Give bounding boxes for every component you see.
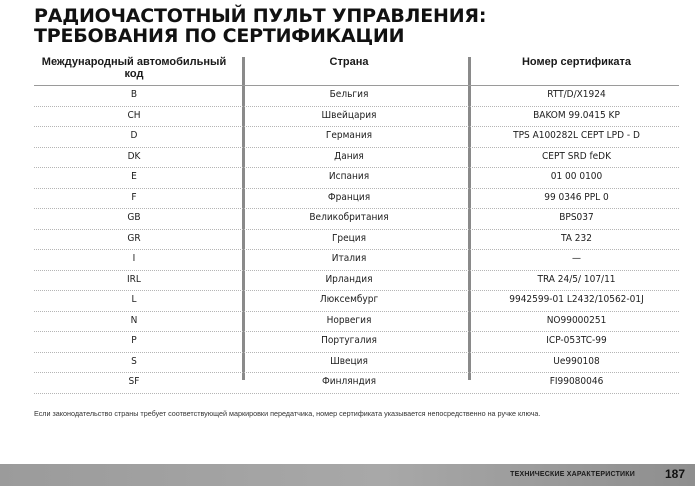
cell-certificate: FI99080046: [549, 376, 604, 387]
column-header-country: Страна: [329, 56, 369, 68]
table-row: [34, 107, 679, 128]
table-row: [34, 86, 679, 107]
page-number: 187: [664, 467, 685, 481]
cell-country: Франция: [327, 191, 371, 203]
cell-certificate: —: [572, 253, 581, 264]
cell-country: Германия: [325, 130, 373, 141]
table-row: [34, 373, 679, 394]
table-row: [34, 250, 679, 271]
table-header: [34, 55, 679, 85]
cell-country: Италия: [331, 253, 367, 264]
cell-country: Люксембург: [319, 294, 379, 305]
cell-country: Норвегия: [326, 314, 372, 326]
cell-country: Финляндия: [322, 376, 376, 387]
column-header-certificate: Номер сертификата: [521, 56, 632, 68]
cell-code: N: [130, 314, 138, 326]
table-row: [34, 230, 679, 251]
page-footer: [0, 464, 695, 486]
cell-country: Швеция: [330, 355, 368, 367]
cell-certificate: 9942599-01 L2432/10562-01J: [509, 294, 644, 305]
cell-code: SF: [128, 376, 140, 387]
cell-certificate: ICP-053TC-99: [546, 335, 607, 346]
cell-certificate: NO99000251: [546, 314, 607, 326]
cell-country: Греция: [331, 232, 367, 244]
cell-country: Великобритания: [309, 212, 389, 223]
cell-code: B: [130, 89, 138, 100]
cell-certificate: TRA 24/5/ 107/11: [537, 273, 616, 285]
table-row: [34, 332, 679, 353]
cell-code: P: [131, 335, 137, 346]
cell-country: Испания: [328, 171, 370, 182]
cell-certificate: 99 0346 PPL 0: [544, 191, 609, 203]
cell-code: GR: [127, 232, 141, 244]
page-title: [34, 6, 486, 46]
cell-code: L: [131, 294, 137, 305]
cell-country: Ирландия: [325, 273, 373, 285]
cell-certificate: TPS A100282L CEPT LPD - D: [513, 130, 640, 141]
table-row: [34, 127, 679, 148]
certification-table-body: [34, 86, 679, 394]
cell-code: I: [132, 253, 136, 264]
table-row: [34, 189, 679, 210]
cell-code: D: [130, 130, 138, 141]
cell-code: DK: [127, 150, 141, 162]
cell-certificate: CEPT SRD feDK: [541, 150, 612, 162]
cell-country: Швейцария: [321, 109, 377, 121]
page-title-line-1: РАДИОЧАСТОТНЫЙ ПУЛЬТ УПРАВЛЕНИЯ:: [34, 5, 487, 27]
cell-certificate: RTT/D/X1924: [547, 89, 606, 100]
cell-country: Бельгия: [329, 89, 369, 100]
cell-code: GB: [127, 212, 141, 223]
cell-code: E: [131, 171, 137, 182]
table-row: [34, 148, 679, 169]
footnote: Если законодательство страны требует соответствующей маркировки передатчика, номер сертификата указывается непосредственно на ручке ключа.: [34, 409, 541, 418]
cell-certificate: BPS037: [559, 212, 594, 223]
cell-certificate: BAKOM 99.0415 KP: [533, 109, 620, 121]
table-row: [34, 209, 679, 230]
page-title-line-2: ТРЕБОВАНИЯ ПО СЕРТИФИКАЦИИ: [34, 25, 405, 47]
table-row: [34, 353, 679, 374]
table-row: [34, 168, 679, 189]
table-row: [34, 271, 679, 292]
cell-code: S: [131, 355, 137, 367]
footer-section-label: ТЕХНИЧЕСКИЕ ХАРАКТЕРИСТИКИ: [510, 471, 635, 478]
cell-code: F: [131, 191, 137, 203]
cell-certificate: TA 232: [561, 232, 592, 244]
cell-country: Португалия: [321, 335, 377, 346]
cell-certificate: Ue990108: [553, 355, 600, 367]
cell-code: CH: [127, 109, 141, 121]
column-header-code: Международный автомобильный код: [41, 56, 227, 80]
table-row: [34, 291, 679, 312]
table-row: [34, 312, 679, 333]
cell-certificate: 01 00 0100: [550, 171, 603, 182]
cell-country: Дания: [334, 150, 364, 162]
cell-code: IRL: [127, 273, 141, 285]
